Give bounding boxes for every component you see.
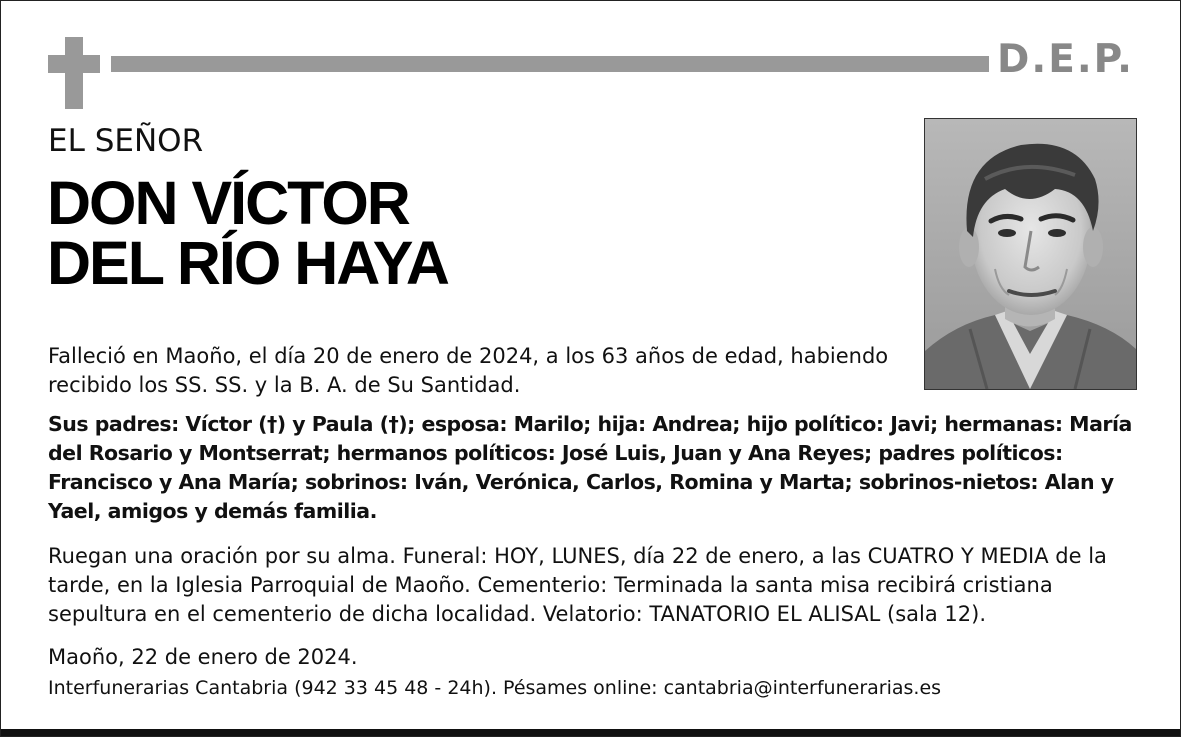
deceased-photo [924,118,1137,390]
honorific: EL SEÑOR [48,123,204,159]
name-line-1: DON VÍCTOR [47,169,409,237]
family-list-text: Sus padres: Víctor (†) y Paula (†); esposa: Marilo; hija: Andrea; hijo político: Javi; hermanas: María del Rosario y Montserrat; hermanos políticos: José Luis, Juan y Ana Reyes; padres políticos: Francisco y Ana María; sobrinos: Iván, Verónica, Carlos, Romina y Marta; sobrinos-nietos: Alan y Yael, amigos y demás familia. [48,412,1132,523]
funeral-home-footer: Interfunerarias Cantabria (942 33 45 48 - 24h). Pésames online: cantabria@interfunerarias.es [48,677,942,699]
header-rule [111,56,989,72]
name-line-2: DEL RÍO HAYA [47,229,448,297]
funeral-details-text: Ruegan una oración por su alma. Funeral: HOY, LUNES, día 22 de enero, a las CUATRO Y MEDIA de la tarde, en la Iglesia Parroquial de Maoño. Cementerio: Terminada la santa misa recibirá cristiana sepultura en el cementerio de dicha localidad. Velatorio: TANATORIO EL ALISAL (sala 12). [48,544,1107,626]
cross-icon [48,37,100,109]
portrait-image [925,119,1136,389]
bottom-rule [1,729,1181,737]
place-date-text: Maoño, 22 de enero de 2024. [48,645,358,669]
deceased-name [47,169,448,297]
dep-label: D.E.P. [997,37,1134,82]
death-notice-text: Falleció en Maoño, el día 20 de enero de 2024, a los 63 años de edad, habiendo recibido los SS. SS. y la B. A. de Su Santidad. [48,344,889,397]
